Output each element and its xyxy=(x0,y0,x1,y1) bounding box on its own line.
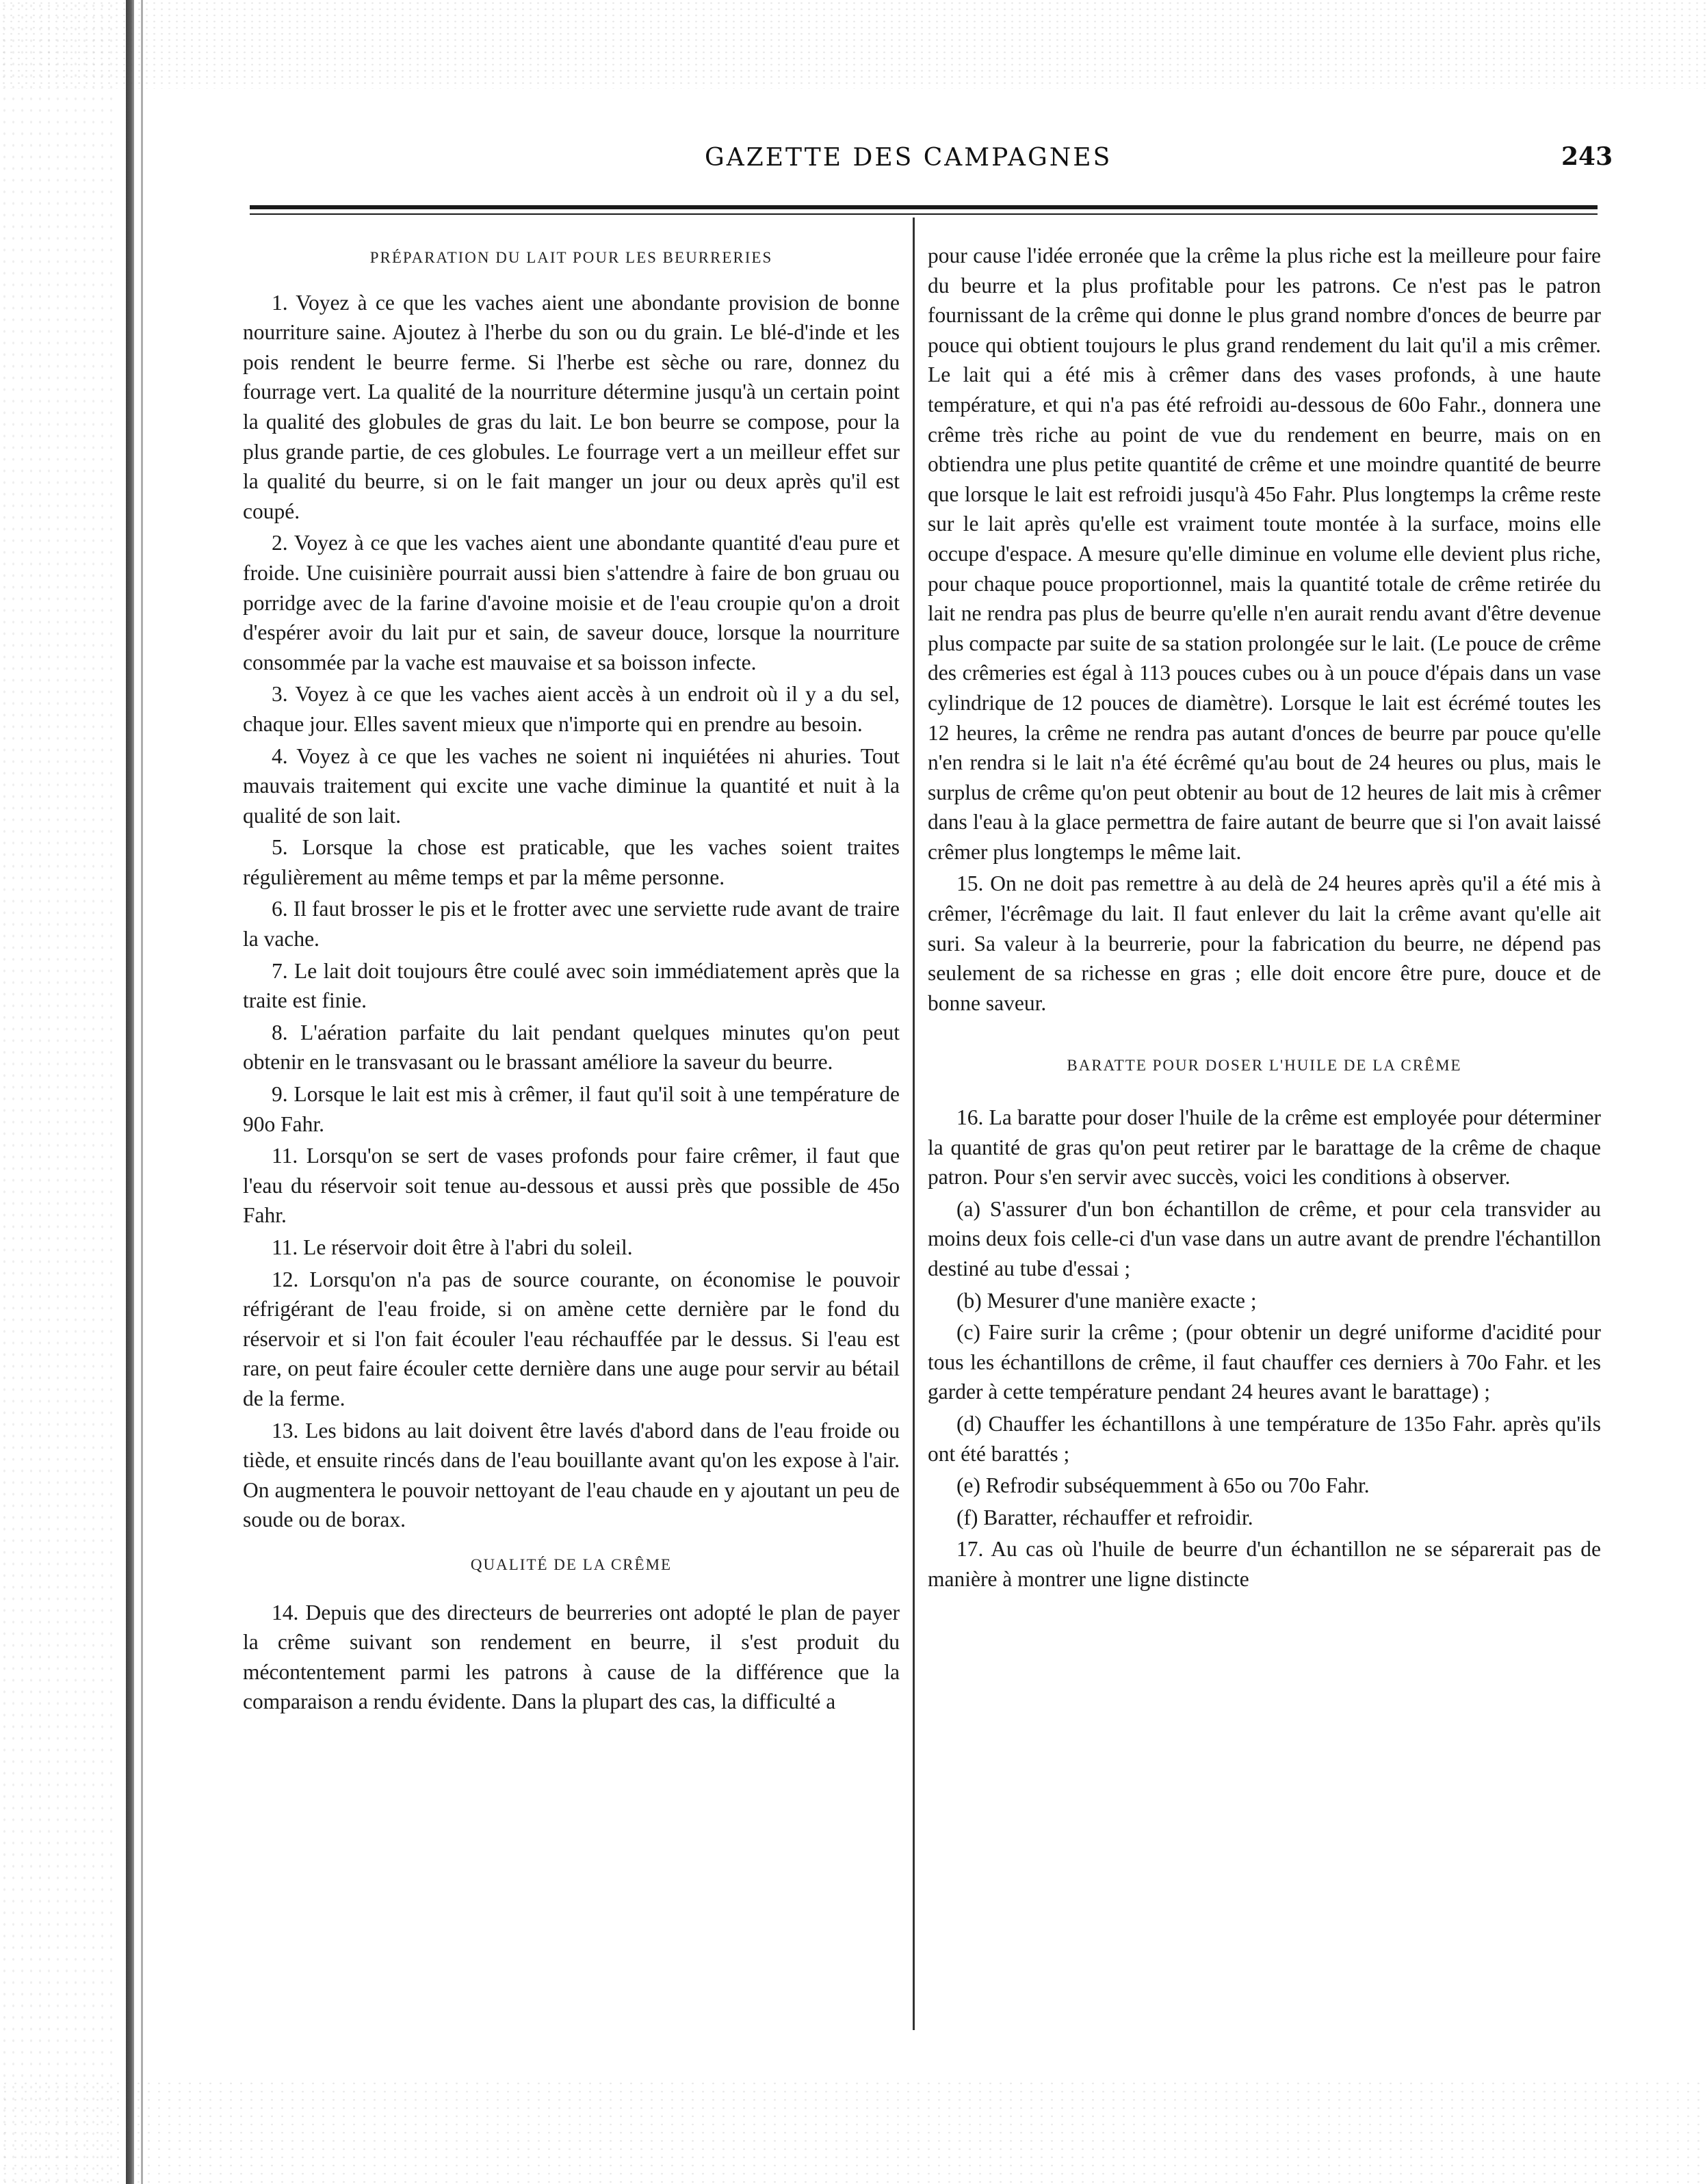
binding-edge-line xyxy=(141,0,143,2184)
header-rule-thick xyxy=(250,205,1598,209)
scan-noise-left xyxy=(0,0,116,2184)
paragraph-13: 13. Les bidons au lait doivent être lavés d'abord dans de l'eau froide ou tiède, et ensuite rincés dans de l'eau bouillante avant qu'on les expose à l'air. On augmentera le pouvoir nettoyant de l'eau chaude en y ajoutant un peu de soude ou de borax. xyxy=(243,1418,900,1532)
section-title-preparation: PRÉPARATION DU LAIT POUR LES BEURRERIES xyxy=(369,249,773,266)
right-column xyxy=(928,241,1601,1596)
paragraph-16b: (b) Mesurer d'une manière exacte ; xyxy=(956,1288,1257,1313)
binding-edge xyxy=(126,0,134,2184)
scan-noise-bottom xyxy=(0,2079,1707,2184)
paragraph-12: 12. Lorsqu'on n'a pas de source courante, on économise le pouvoir réfrigérant de l'eau froide, si on amène cette dernière par le fond du réservoir et si l'on fait écouler l'eau réchauffée par le dessus. Si l'eau est rare, on peut faire écouler cette dernière dans une auge pour servir au bétail de la ferme. xyxy=(243,1267,900,1410)
left-column xyxy=(243,243,900,1719)
running-head: GAZETTE DES CAMPAGNES xyxy=(705,144,1112,172)
paragraph-4: 4. Voyez à ce que les vaches ne soient ni inquiétées ni ahuries. Tout mauvais traitement qui excite une vache diminue la quantité et nuit à la qualité de son lait. xyxy=(243,744,900,828)
paragraph-7: 7. Le lait doit toujours être coulé avec soin immédiatement après que la traite est finie. xyxy=(243,958,900,1013)
paragraph-16c: (c) Faire surir la crême ; (pour obtenir un degré uniforme d'acidité pour tous les échantillons de crême, il faut chauffer ces derniers à 70o Fahr. et les garder à cette température pendant 24 heures avant le barattage) ; xyxy=(928,1320,1601,1404)
paragraph-14-continued: pour cause l'idée erronée que la crême la plus riche est la meilleure pour faire du beurre et la plus profitable pour les patrons. Ce n'est pas le patron fournissant de la crême qui donne le plus grand nombre d'onces de beurre par pouce qui obtient toujours le plus grand rendement du lait qu'il a mis crêmer. Le lait qui a été mis à crêmer dans des vases profonds, à une haute température, et qui n'a pas été refroidi au-dessous de 60o Fahr., donnera une crême très riche au point de vue du rendement en beurre, mais on en obtiendra une plus petite quantité de crême et une moindre quantité de beurre que lorsque le lait est refroidi jusqu'à 45o Fahr. Plus longtemps la crême reste sur le lait après qu'elle est vraiment toute montée à la surface, moins elle occupe d'espace. A mesure qu'elle diminue en volume elle devient plus riche, pour chaque pouce proportionnel, mais la quantité totale de crême retirée du lait ne rendra pas plus de beurre qu'elle n'en aurait rendu avant d'être devenue plus compacte par suite de sa station prolongée sur le lait. (Le pouce de crême des crêmeries est égal à 113 pouces cubes ou à un pouce d'épais dans un vase cylindrique de 12 pouces de diamètre). Lorsque le lait est écrémé toutes les 12 heures, la crême ne rendra pas autant d'onces de beurre par pouce qu'elle n'en rendra si le lait n'a été écrêmé qu'au bout de 24 heures ou plus, mais le surplus de crême qu'on peut obtenir au bout de 12 heures de lait mis à crêmer dans l'eau à la glace permettra de faire autant de beurre que si l'on avait laissé crêmer plus longtemps le même lait. xyxy=(928,244,1602,864)
paragraph-15: 15. On ne doit pas remettre à au delà de 24 heures après qu'il a été mis à crêmer, l'écrêmage du lait. Il faut enlever du lait la crême avant qu'elle ait suri. Sa valeur à la beurrerie, pour la fabrication du beurre, ne dépend pas seulement de sa richesse en gras ; elle doit encore être pure, douce et de bonne saveur. xyxy=(928,871,1601,1015)
paragraph-16: 16. La baratte pour doser l'huile de la crême est employée pour déterminer la quantité de gras qu'on peut retirer par le barattage de la crême de chaque patron. Pour s'en servir avec succès, voici les conditions à observer. xyxy=(928,1105,1601,1189)
paragraph-10: 11. Lorsqu'on se sert de vases profonds pour faire crêmer, il faut que l'eau du réservoir soit tenue au-dessous et aussi près que possible de 45o Fahr. xyxy=(243,1144,900,1228)
paragraph-5: 5. Lorsque la chose est praticable, que les vaches soient traites régulièrement au même temps et par la même personne. xyxy=(243,835,900,889)
section-title-qualite: QUALITÉ DE LA CRÊME xyxy=(470,1555,673,1573)
paragraph-16f: (f) Baratter, réchauffer et refroidir. xyxy=(956,1505,1253,1529)
paragraph-2: 2. Voyez à ce que les vaches aient une abondante quantité d'eau pure et froide. Une cuisinière pourrait aussi bien s'attendre à faire de bon gruau ou porridge avec de la farine d'avoine moisie et de l'eau croupie qu'on a droit d'espérer avoir du lait pur et sain, de saveur douce, lorsque la nourriture consommée par la vache est mauvaise et sa boisson infecte. xyxy=(243,531,900,674)
header-rule-thin xyxy=(250,213,1598,215)
column-divider xyxy=(913,218,915,2030)
paragraph-16d: (d) Chauffer les échantillons à une température de 135o Fahr. après qu'ils ont été barattés ; xyxy=(928,1411,1601,1466)
paragraph-8: 8. L'aération parfaite du lait pendant quelques minutes qu'on peut obtenir en le transvasant ou le brassant améliore la saveur du beurre. xyxy=(243,1020,900,1075)
paragraph-1: 1. Voyez à ce que les vaches aient une abondante provision de bonne nourriture saine. Ajoutez à l'herbe du son ou du grain. Le blé-d'inde et les pois rendent le beurre ferme. Si l'herbe est sèche ou rare, donnez du fourrage vert. La qualité de la nourriture détermine jusqu'à un certain point la qualité des globules de gras du lait. Le bon beurre se compose, pour la plus grande partie, de ces globules. Le fourrage vert a un meilleur effet sur la qualité du beurre, si on le fait manger un jour ou deux après qu'il est coupé. xyxy=(243,290,900,523)
paragraph-11: 11. Le réservoir doit être à l'abri du soleil. xyxy=(272,1235,633,1259)
paragraph-16e: (e) Refrodir subséquemment à 65o ou 70o Fahr. xyxy=(956,1473,1370,1498)
paragraph-16a: (a) S'assurer d'un bon échantillon de crême, et pour cela transvider au moins deux fois celle-ci d'un vase dans un autre avant de prendre l'échantillon destiné au tube d'essai ; xyxy=(928,1196,1601,1280)
paragraph-17: 17. Au cas où l'huile de beurre d'un échantillon ne se séparerait pas de manière à montrer une ligne distincte xyxy=(928,1537,1601,1591)
paragraph-3: 3. Voyez à ce que les vaches aient accès à un endroit où il y a du sel, chaque jour. Elles savent mieux que n'importe qui en prendre au besoin. xyxy=(243,682,900,736)
paragraph-6: 6. Il faut brosser le pis et le frotter avec une serviette rude avant de traire la vache. xyxy=(243,897,900,951)
paragraph-14: 14. Depuis que des directeurs de beurreries ont adopté le plan de payer la crême suivant son rendement en beurre, il s'est produit du mécontentement parmi les patrons à cause de la différence que la comparaison a rendu évidente. Dans la plupart des cas, la difficulté a xyxy=(243,1600,900,1714)
paragraph-9: 9. Lorsque le lait est mis à crêmer, il faut qu'il soit à une température de 90o Fahr. xyxy=(243,1082,900,1136)
section-title-baratte: BARATTE POUR DOSER L'HUILE DE LA CRÊME xyxy=(1067,1057,1462,1075)
page-number: 243 xyxy=(1561,142,1613,171)
scan-noise-top xyxy=(0,0,1707,89)
